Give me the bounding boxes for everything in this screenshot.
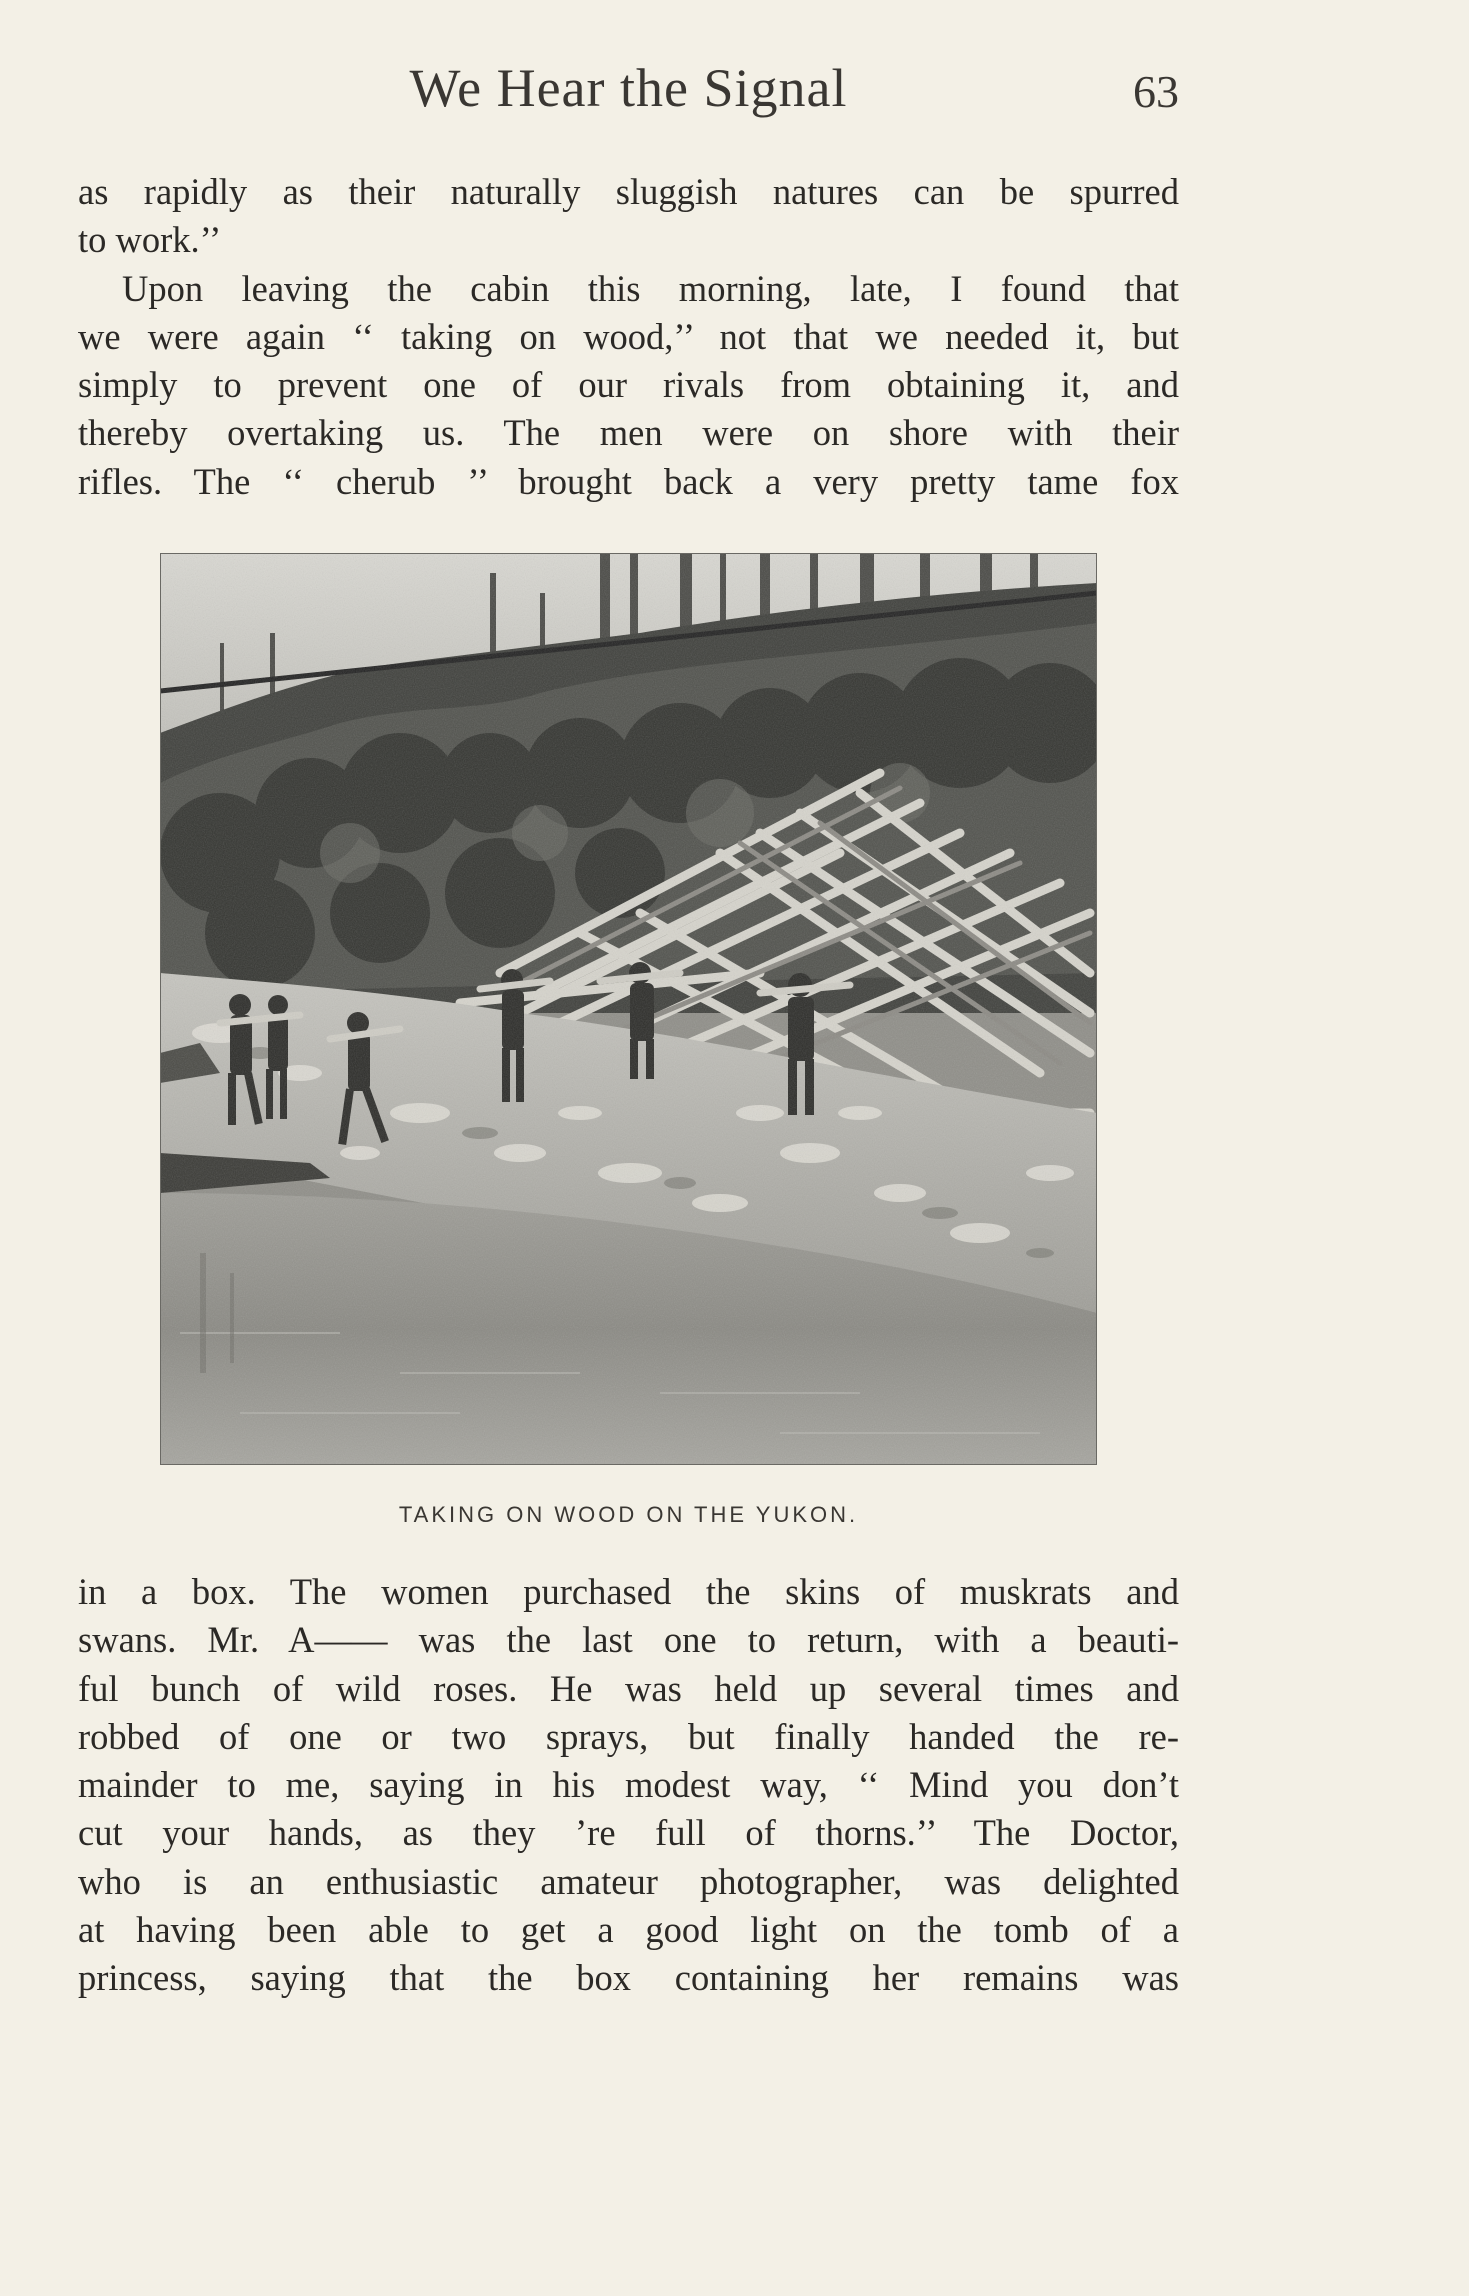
photograph-taking-on-wood xyxy=(160,553,1097,1465)
paragraph xyxy=(78,265,1179,506)
paragraph-continued xyxy=(78,1568,1179,2003)
text-line: at having been able to get a good light on the tomb of a xyxy=(78,1909,1179,1951)
text-line: to work.’’ xyxy=(78,219,222,261)
text-line: rifles. The ‘‘ cherub ’’ brought back a very pretty tame fox xyxy=(78,460,1179,502)
page-number: 63 xyxy=(1133,66,1179,117)
text-line: robbed of one or two sprays, but finally handed the re- xyxy=(78,1715,1179,1757)
text-line: who is an enthusiastic amateur photographer, was delighted xyxy=(78,1860,1179,1902)
text-line: in a box. The women purchased the skins of muskrats and xyxy=(78,1571,1179,1612)
text-block-top xyxy=(78,168,1179,506)
text-line: Upon leaving the cabin this morning, late, I found that xyxy=(122,267,1179,309)
text-line: ful bunch of wild roses. He was held up several times and xyxy=(78,1667,1179,1709)
figure-caption: TAKING ON WOOD ON THE YUKON. xyxy=(398,1502,859,1527)
text-line: we were again ‘‘ taking on wood,’’ not that we needed it, but xyxy=(78,315,1179,357)
text-line: as rapidly as their naturally sluggish natures can be spurred xyxy=(78,171,1179,212)
running-head xyxy=(78,58,1179,118)
photograph-illustration xyxy=(160,553,1097,1465)
text-line: cut your hands, as they ’re full of thorns.’’ The Doctor, xyxy=(78,1812,1179,1854)
text-line: simply to prevent one of our rivals from obtaining it, and xyxy=(78,364,1179,406)
text-block-bottom xyxy=(78,1568,1179,2003)
text-line: thereby overtaking us. The men were on shore with their xyxy=(78,412,1179,454)
paragraph-continued xyxy=(78,168,1179,265)
text-line: mainder to me, saying in his modest way, ‘‘ Mind you don’t xyxy=(78,1764,1179,1806)
running-title: We Hear the Signal xyxy=(409,58,848,118)
text-line: princess, saying that the box containing her remains was xyxy=(78,1957,1179,1999)
text-line: swans. Mr. A—— was the last one to return, with a beauti- xyxy=(78,1619,1179,1661)
